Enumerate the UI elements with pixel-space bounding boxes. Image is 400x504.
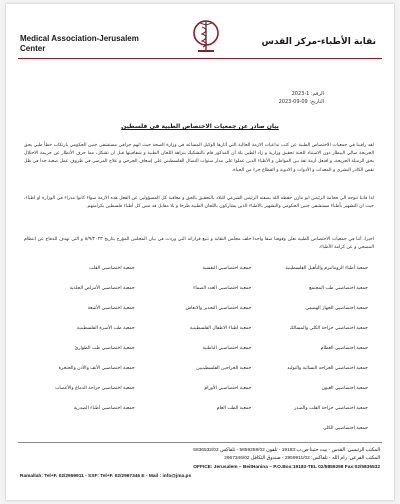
paragraph-3: اخيرا، أننا في جمعيات الاختصاص الطبية نعلن وقوفنا صفا واحدا خلف مجلس النقابة و نتبع قراراته التي وردت في بيان المجلس المؤرخ بتاريخ ٨/٩/٢٠٢٣ و التي تهدف للدفاع عن انتظام المصحي و عن كرامة الأطباء. [24,237,374,251]
association-item: جمعية اختصاصيي طب المجتمع [309,286,368,291]
association-item: جمعية اختصاصيي العظام [320,346,368,351]
association-item: جمعية اختصاصيي القلب [89,266,135,271]
header-divider [18,58,382,59]
association-item: جمعية اختصاصيي طب الطوارئ [74,346,135,351]
association-item: جمعية اختصاصيي الجراحة النسائية والتوليد [287,366,368,371]
footer-main-office-ar: المكتب الرئيسي: القدس - بيت حنينا-ص.ب:19183 - تلفون 5859258/02 - تلفاكس 5836532/02 [193,448,380,453]
footer-divider [18,442,382,443]
association-item: جمعية اختصاصيي الأمراض الجلدية [69,286,135,291]
reference-number: الرقم: 1-2023 [291,91,324,97]
letter-footer [6,442,394,500]
association-item: جمعية اختصاصيي الجهاز الهضمي [305,306,368,311]
association-item: جمعية اختصاصيي الأورام [204,386,252,391]
paragraph-1: لقد راقبنا في جمعيات الاختصاص الطبية عن كثب تداعيات الازمة الحالية التي أثارها الوكيل المساعد في وزارة الصحة حيث اتهم جزافي مستشفى جنين الحكومي بارتكاب خطأ طبي بحق الجريحة سالي البيطار دون الاستناد للجنة تحقيق وزارية و زاد الطين بلة أن المذكور قام بالتشكيك بنزاهة اللجان الطبية و شفافيتها قبل ان تشكل، مما حرف الأنظار عن جريمة الاحتلال بحق الزميلة الجريحة، و افتعل أزمة ثقة بين المواطن و الأطباء الذين عملوا على مدار سنوات النضال الفلسطيني على إسعاف الجرحى و علاج المرضى في ظروف عمل صعبة جدا في ظل نقص الكادر البشري و المعدات و الأدوات و الادوية و القطاع جزء من الحياة. [24,143,374,173]
association-item: جمعية اختصاصيي جراحة الكلى والمسالك [289,326,368,331]
medical-caduceus-logo-icon [191,16,221,56]
reference-date: التاريخ: 09-09-2023 [278,99,324,105]
association-item: جمعية اطباء الاطفال الفلسطينية [189,326,252,331]
letterhead [6,4,394,68]
association-item: جمعية اختصاصيي أطباء الصدرية [73,406,135,411]
association-item: جمعية اختصاصيي جراحة الدماغ والأعصاب [55,386,135,391]
associations-list [28,266,368,431]
association-item: جمعية اختصاصيي الأشعة [87,306,135,311]
association-item: جمعية اختصاصيي الباطنية [202,346,252,351]
org-name-arabic: نقابة الأطباء-مركز القدس [261,37,376,47]
reference-block [279,90,324,106]
statement-title: بيان صادر عن جمعيات الاختصاص الطبية في فلسطين [121,123,279,130]
footer-ramallah-en: Ramallah: Tel+F. 02/2959911 - SSF: Tel+F. 02/2967346 E - Mail : info@jma.ps [20,474,192,479]
association-item: جمعية اختصاصيي جراحة القلب والصدر [294,406,368,411]
association-item: جمعية الجراحين الفلسطينيين [196,366,252,371]
association-item: جمعية اختصاصيي الكلى [322,426,368,431]
footer-office-en: OFFICE: Jerusalem – BeitHanina – P.O.Box:19183-TEL 02/5859258 Fax:02/5836532 [193,465,380,470]
association-item: جمعية اختصاصيي الغدد الصماء [193,286,252,291]
association-item: جمعية اختصاصيي الأنف والأذن والحنجرة [58,366,135,371]
paragraph-2: لذا فاننا نتوجه الى فخامة الرئيس ابو مازن حفظه الله بصفته الرئيس الشرعي للبلاد بالتحقيق بالحق و معاقبة كل المسؤولين عن الفعل هذه الازمة سواء كانوا مدراء في الوزارة او اطباء، حيث ان التشهير بأطباء مستشفى جنين الحكومي والتشهير بالأطباء الذين يشاركون باللجان الطبية طرحا و بلا مقابل قد مس كل أطباء فلسطين بكرامتهم. [24,196,374,210]
association-item: جمعية طب الأسرة الفلسطينية [76,326,135,331]
association-item: جمعية اختصاصيي العيون [321,386,368,391]
letter-page [6,4,394,500]
association-item: جمعية أطباء الروماتيزم والتأهيل الفلسطينية [285,266,368,271]
association-item: جمعية الطب العام [216,406,252,411]
association-item: جمعية اختصاصيي النفسية [202,266,252,271]
footer-branch-office-ar: المكتب الفرعي: رام الله - تلفاكس: 2959911/02 - صندوق التكافل 2967346/02 [224,456,380,461]
association-item: جمعية اختصاصيي التخدير والانعاش [185,306,252,311]
org-name-english: Medical Association-Jerusalem Center [20,34,139,53]
